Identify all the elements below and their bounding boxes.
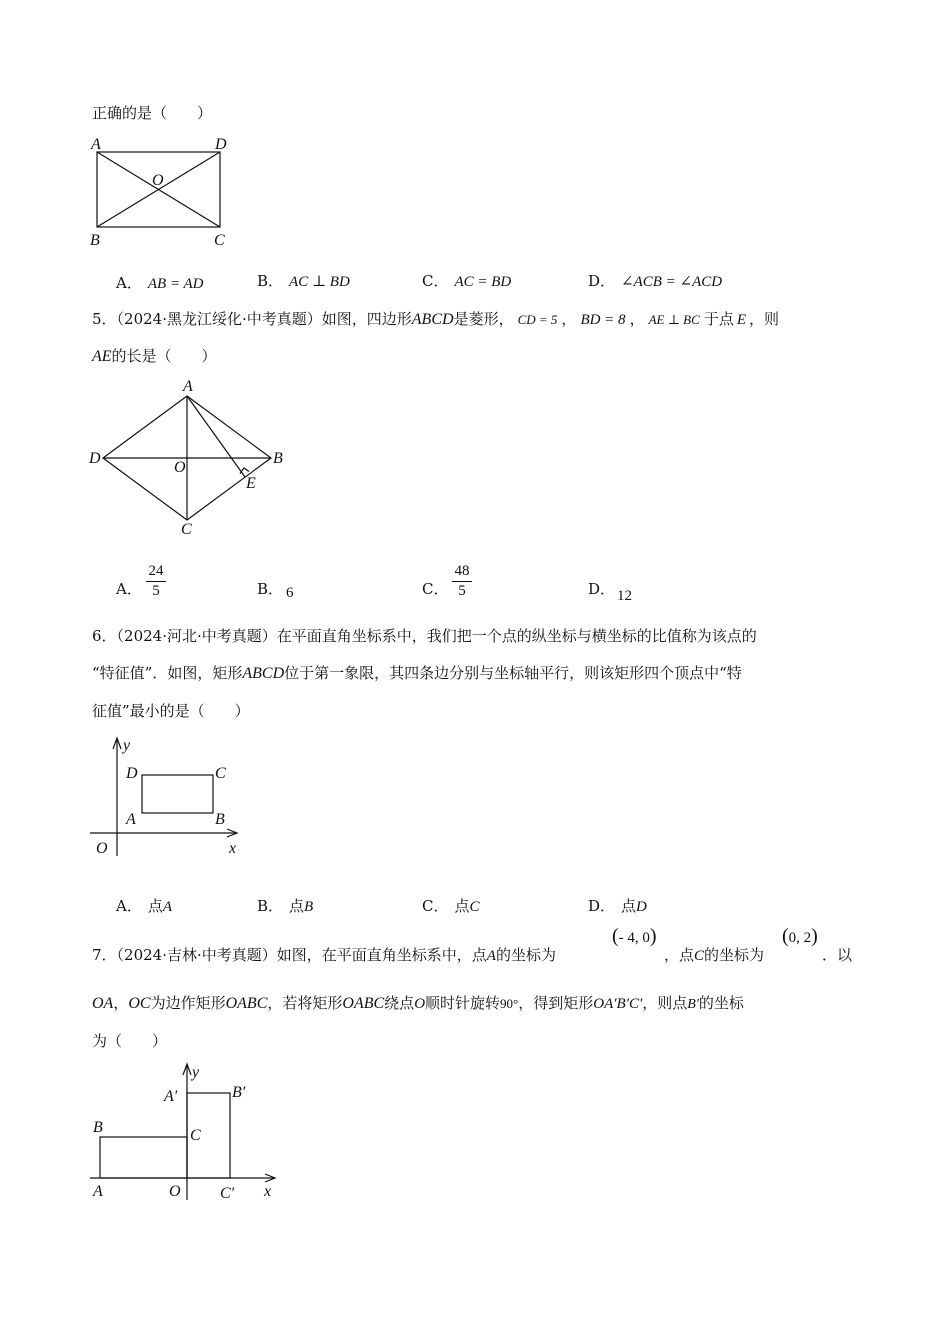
q4-option-a[interactable]: [116, 272, 204, 293]
stem-text: ，点: [664, 946, 695, 964]
q6-label-B: B: [215, 811, 225, 828]
q6-label-D: D: [126, 765, 138, 782]
question-source: （2024·吉林·中考真题）: [116, 946, 277, 964]
q4-option-c[interactable]: [422, 270, 511, 291]
math-90-degrees: 90°: [500, 996, 519, 1011]
q5-option-a-fraction: [146, 563, 166, 600]
stem-text: 的坐标为: [704, 946, 765, 964]
option-text: AC ⊥ BD: [289, 274, 350, 290]
option-letter: D．: [588, 897, 616, 915]
stem-text: ，得到矩形: [518, 994, 594, 1012]
q5-option-c-fraction: [452, 563, 472, 600]
q6-label-x: x: [229, 840, 237, 857]
q7-label-B: B: [93, 1119, 103, 1136]
fraction-bar: [146, 581, 166, 582]
math-e: E: [736, 312, 746, 328]
option-letter: B．: [257, 897, 284, 915]
q5-stem-line2: [92, 345, 217, 366]
q4-stem-tail: 正确的是（ ）: [92, 104, 213, 122]
q7-coord-a: (- 4, 0): [612, 925, 657, 947]
q5-option-b-value: 6: [286, 585, 294, 601]
numerator: 48: [454, 563, 470, 579]
q5-option-b-letter[interactable]: B．: [257, 580, 284, 598]
option-letter: A．: [116, 897, 142, 915]
math-a: A: [486, 948, 496, 964]
q5-label-C: C: [181, 521, 192, 538]
q6-coordinate-figure: [86, 732, 256, 862]
q6-label-A: A: [126, 811, 136, 828]
option-text: AB = AD: [147, 276, 204, 292]
stem-text: 位于第一象限，其四条边分别与坐标轴平行，则该矩形四个顶点中“特: [284, 664, 742, 682]
stem-text: 的坐标: [698, 994, 744, 1012]
q6-option-a[interactable]: [116, 895, 172, 916]
q5-label-O: O: [174, 459, 186, 476]
q7-label-b-prime: B′: [232, 1084, 246, 1101]
q6-label-O: O: [96, 840, 108, 857]
math-cd: CD = 5: [517, 312, 558, 327]
math-oabc: OABC: [342, 995, 385, 1012]
numerator: 24: [148, 563, 164, 579]
q7-stem-line1b: [664, 944, 764, 965]
option-letter: B．: [257, 272, 284, 290]
q5-option-d-value: 12: [617, 588, 632, 604]
coord-value: 0, 2: [788, 930, 812, 946]
question-source: （2024·河北·中考真题）: [116, 627, 277, 645]
q5-label-A: A: [183, 378, 193, 395]
option-text: 点: [289, 897, 305, 915]
option-text: 点: [454, 897, 470, 915]
q7-label-c-prime: C′: [220, 1185, 235, 1202]
option-var: A: [162, 899, 173, 915]
math-ae-perp-bc: AE ⊥ BC: [648, 312, 700, 327]
option-var: B: [304, 899, 314, 915]
math-ae: AE: [92, 348, 112, 365]
q4-label-D: D: [215, 136, 227, 153]
option-letter: C．: [422, 272, 449, 290]
denominator: 5: [458, 583, 466, 599]
option-letter: D．: [588, 272, 616, 290]
option-text: ∠ACB = ∠ACD: [621, 274, 723, 290]
q7-stem-line3: 为（ ）: [92, 1032, 168, 1050]
math-abcd: ABCD: [242, 665, 285, 682]
option-text: 点: [621, 897, 637, 915]
q5-label-D: D: [89, 450, 101, 467]
q7-coord-c: (0, 2): [782, 925, 818, 947]
question-number: 6．: [92, 627, 117, 645]
math-c: C: [694, 948, 705, 964]
q6-option-c[interactable]: [422, 895, 480, 916]
q5-stem-line1: [92, 308, 779, 329]
math-b-prime: B′: [687, 997, 699, 1012]
q5-label-B: B: [273, 450, 283, 467]
q4-option-d[interactable]: [588, 270, 722, 291]
math-oa: OA: [92, 995, 114, 1012]
q4-label-A: A: [91, 136, 101, 153]
q7-stem-line1c: ．以: [822, 946, 853, 964]
stem-text: 是菱形，: [453, 310, 514, 328]
stem-text: ，: [561, 310, 577, 328]
option-letter: C．: [422, 897, 449, 915]
stem-text: 的长是（ ）: [111, 347, 217, 365]
q6-label-y: y: [123, 737, 131, 754]
option-var: D: [636, 899, 647, 915]
question-source: （2024·黑龙江绥化·中考真题）: [116, 310, 322, 328]
fraction-bar: [452, 581, 472, 582]
coord-value: - 4, 0: [618, 930, 650, 946]
option-text: AC = BD: [454, 274, 512, 290]
q5-option-c-letter[interactable]: C．: [422, 580, 449, 598]
q7-label-a-prime: A′: [164, 1088, 178, 1105]
math-oc: OC: [128, 995, 151, 1012]
q4-label-C: C: [214, 232, 225, 249]
q6-stem-line1: [92, 625, 757, 646]
stem-text: ，则点: [642, 994, 688, 1012]
q6-stem-line3: 征值”最小的是（ ）: [92, 702, 250, 720]
stem-text: 的坐标为: [495, 946, 556, 964]
q4-label-O: O: [152, 172, 164, 189]
q4-label-B: B: [90, 232, 100, 249]
stem-text: ，: [629, 310, 645, 328]
stem-text: ，若将矩形: [267, 994, 343, 1012]
math-oabc-prime: OA′B′C′: [593, 996, 643, 1012]
stem-text: ，则: [749, 310, 780, 328]
stem-text: ，: [113, 994, 129, 1012]
q7-stem-line1: [92, 944, 556, 965]
q7-label-y: y: [192, 1064, 200, 1081]
q7-label-A: A: [93, 1183, 103, 1200]
math-o: O: [414, 996, 426, 1012]
stem-text: 在平面直角坐标系中，我们把一个点的纵坐标与横坐标的比值称为该点的: [276, 627, 757, 645]
stem-text: 如图，在平面直角坐标系中，点: [276, 946, 487, 964]
question-number: 7．: [92, 946, 117, 964]
q6-option-b[interactable]: [257, 895, 313, 916]
q4-rectangle-figure: [88, 135, 238, 250]
q6-label-C: C: [215, 765, 226, 782]
q5-rhombus-figure: [86, 374, 296, 539]
q7-label-C: C: [190, 1127, 201, 1144]
q7-coordinate-figure: [86, 1060, 286, 1210]
math-abcd: ABCD: [411, 311, 454, 328]
q7-stem-line2: [92, 992, 744, 1013]
q5-option-a-letter[interactable]: A．: [116, 580, 142, 598]
q7-label-O: O: [169, 1183, 181, 1200]
option-var: C: [469, 899, 480, 915]
q4-option-b[interactable]: [257, 270, 350, 291]
stem-text: 于点: [703, 310, 734, 328]
stem-text: 绕点: [384, 994, 415, 1012]
option-letter: A．: [116, 274, 142, 292]
q6-stem-line2: [92, 662, 742, 683]
q6-option-d[interactable]: [588, 895, 647, 916]
q7-label-x: x: [264, 1183, 272, 1200]
option-text: 点: [147, 897, 163, 915]
stem-text: 为边作矩形: [150, 994, 226, 1012]
q5-option-d-letter[interactable]: D．: [588, 580, 616, 598]
math-bd: BD = 8: [580, 312, 626, 328]
denominator: 5: [152, 583, 160, 599]
stem-text: “特征值”．如图，矩形: [92, 664, 243, 682]
question-number: 5．: [92, 310, 117, 328]
stem-text: 如图，四边形: [321, 310, 412, 328]
stem-text: 顺时针旋转: [425, 994, 501, 1012]
math-oabc: OABC: [225, 995, 268, 1012]
q5-label-E: E: [246, 475, 256, 492]
